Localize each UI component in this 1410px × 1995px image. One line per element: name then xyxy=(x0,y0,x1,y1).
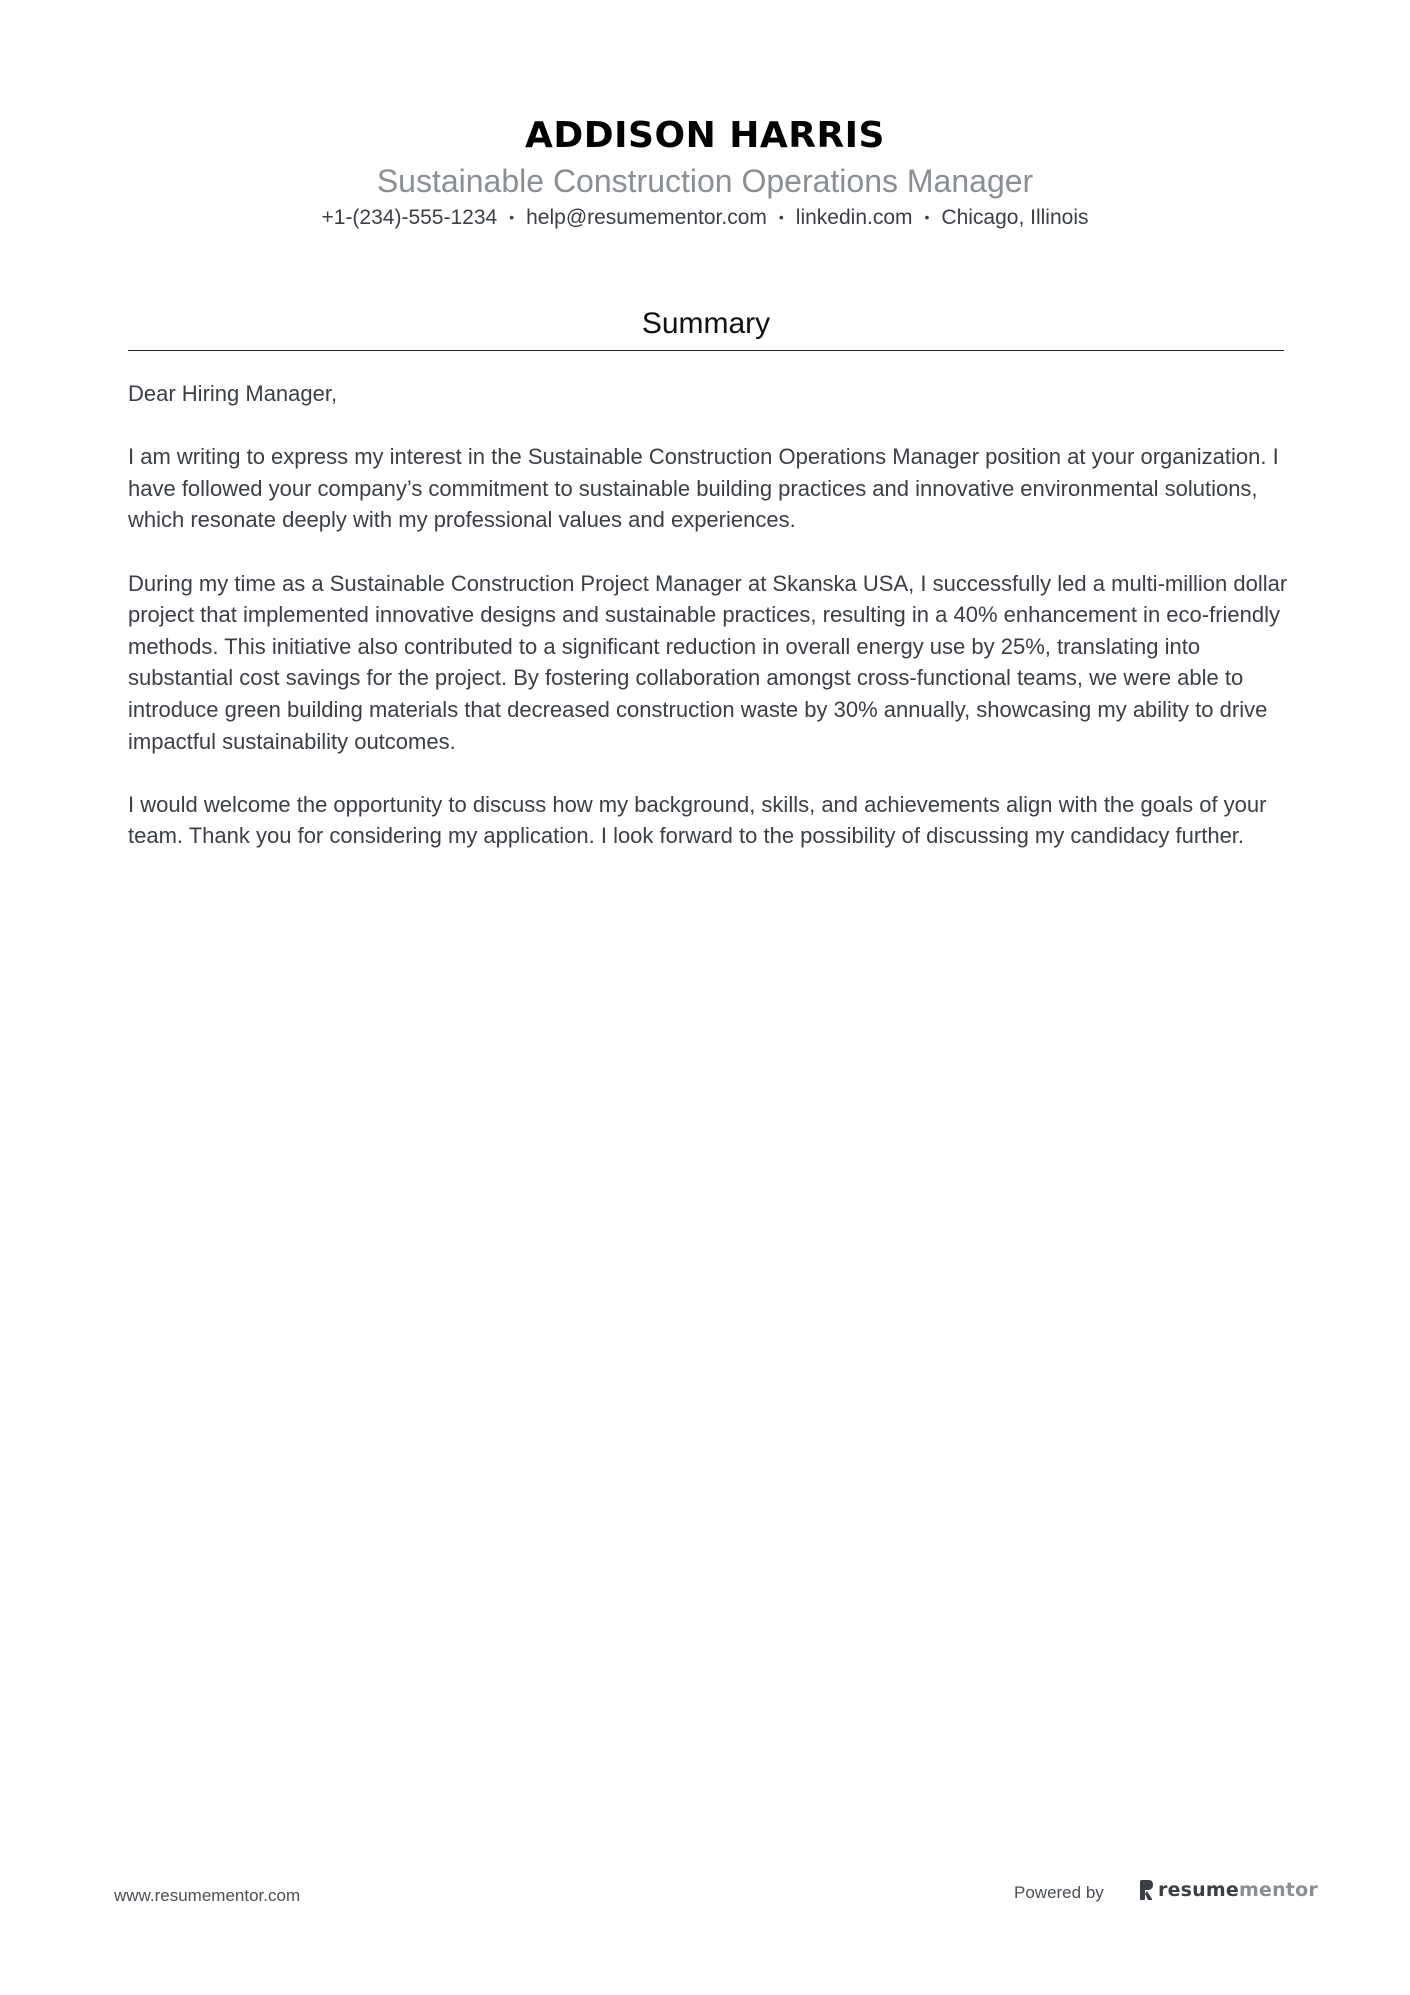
applicant-name: ADDISON HARRIS xyxy=(525,115,885,156)
letter-paragraph: During my time as a Sustainable Construction Project Manager at Skanska USA, I successfully led a multi-million dollar project that implemented innovative designs and sustainable practices, resulting in a 40% enhancement in eco-friendly methods. This initiative also contributed to a significant reduction in overall energy use by 25%, translating into substantial cost savings for the project. By fostering collaboration amongst cross-functional teams, we were able to introduce green building materials that decreased construction waste by 30% annually, showcasing my ability to drive impactful sustainability outcomes. xyxy=(128,570,1288,754)
letter-paragraph: I would welcome the opportunity to discuss how my background, skills, and achievements align with the goals of your team. Thank you for considering my application. I look forward to the possibility of discussing my candidacy further. xyxy=(128,791,1267,849)
footer-url[interactable]: www.resumementor.com xyxy=(114,1886,301,1905)
contact-separator: • xyxy=(509,209,515,225)
section-divider xyxy=(128,350,1284,351)
contact-line xyxy=(0,202,1410,233)
contact-email[interactable]: help@resumementor.com xyxy=(526,206,767,229)
section-title: Summary xyxy=(641,307,771,340)
letter-greeting: Dear Hiring Manager, xyxy=(128,381,338,406)
letter-body xyxy=(128,378,1288,884)
contact-separator: • xyxy=(924,209,930,225)
letter-header xyxy=(0,112,1410,233)
brand-name-part1: resume xyxy=(1158,1879,1239,1901)
contact-linkedin[interactable]: linkedin.com xyxy=(795,206,913,229)
contact-phone: +1-(234)-555-1234 xyxy=(321,206,498,229)
powered-by-label: Powered by xyxy=(1014,1883,1104,1902)
brand-logo[interactable] xyxy=(1138,1879,1318,1901)
resumementor-logo-icon xyxy=(1138,1879,1154,1901)
contact-separator: • xyxy=(778,209,784,225)
contact-location: Chicago, Illinois xyxy=(941,206,1089,229)
letter-paragraph: I am writing to express my interest in the Sustainable Construction Operations Manager position at your organization. I have followed your company’s commitment to sustainable building practices and innovative environmental solutions, which resonate deeply with my professional values and experiences. xyxy=(128,444,1279,533)
brand-name-part2: mentor xyxy=(1238,1879,1318,1901)
job-title: Sustainable Construction Operations Manager xyxy=(376,163,1034,199)
brand-name xyxy=(1158,1879,1318,1901)
